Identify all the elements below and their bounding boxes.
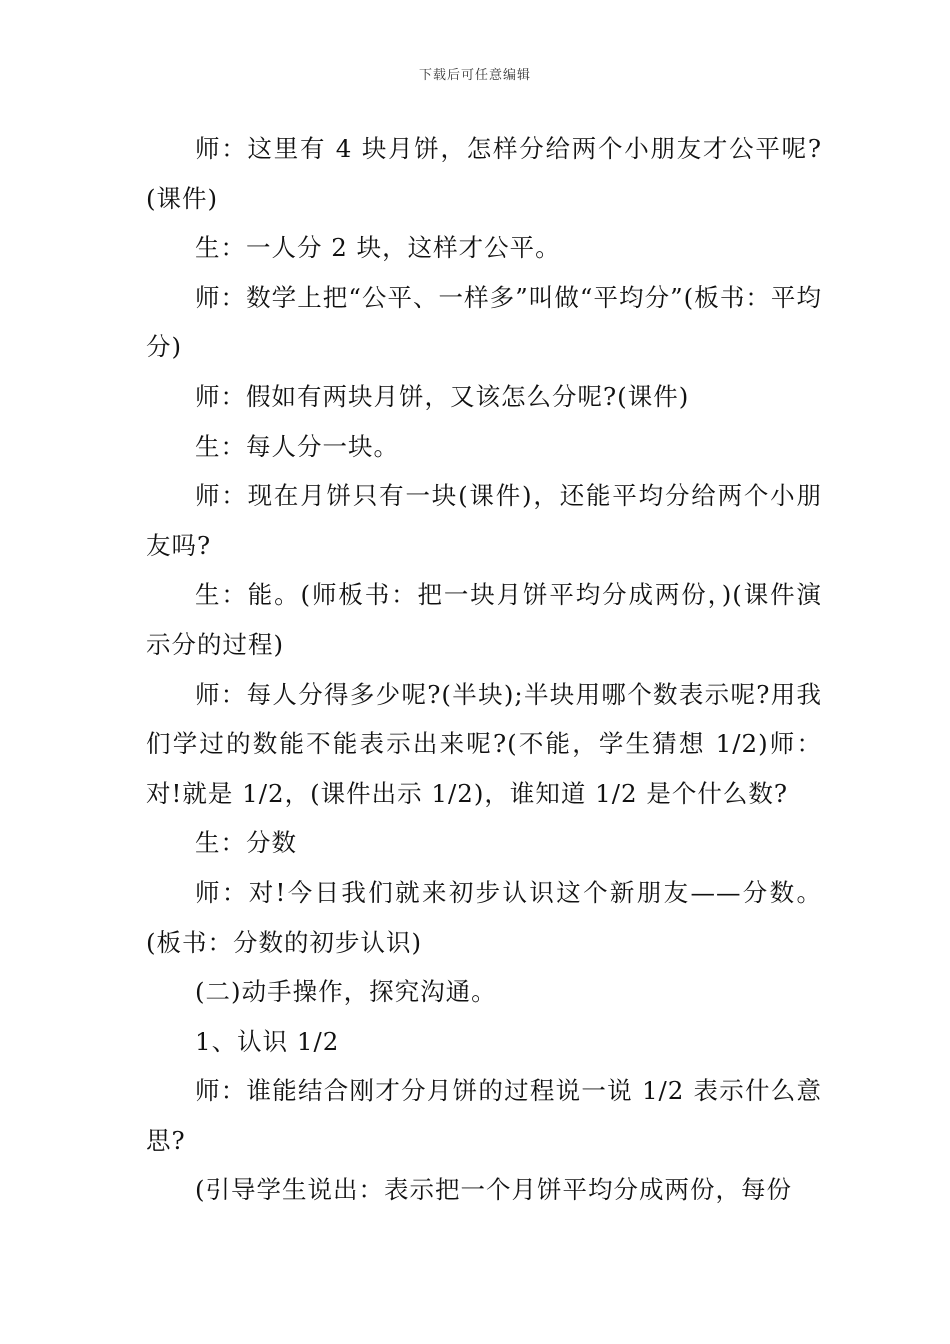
paragraph: 生：分数: [195, 828, 297, 858]
paragraph: 生：每人分一块。: [195, 431, 399, 461]
paragraph: 师：每人分得多少呢?(半块);半块用哪个数表示呢?用我们学过的数能不能表示出来呢?(不能，学生猜想 1/2)师：对!就是 1/2，(课件出示 1/2)，谁知道 1/2 是个什么数?: [146, 679, 822, 808]
paragraph: 师：现在月饼只有一块(课件)，还能平均分给两个小朋友吗?: [146, 481, 822, 560]
paragraph: 师：对!今日我们就来初步认识这个新朋友——分数。(板书：分数的初步认识): [146, 877, 822, 957]
paragraph: (引导学生说出：表示把一个月饼平均分成两份，每份: [195, 1175, 793, 1205]
paragraph: 生：一人分 2 块，这样才公平。: [195, 233, 561, 263]
paragraph: 1、认识 1/2: [195, 1026, 340, 1056]
paragraph: 师：这里有 4 块月饼，怎样分给两个小朋友才公平呢?(课件): [146, 134, 822, 213]
paragraph: 师：假如有两块月饼，又该怎么分呢?(课件): [195, 381, 690, 411]
paragraph: 师：数学上把“公平、一样多”叫做“平均分”(板书：平均分): [146, 282, 822, 362]
document-body: [146, 124, 822, 1215]
paragraph: 生：能。(师板书：把一块月饼平均分成两份，)(课件演示分的过程): [146, 580, 822, 659]
page-header: 下载后可任意编辑: [418, 68, 531, 83]
paragraph: (二)动手操作，探究沟通。: [195, 977, 497, 1007]
paragraph: 师：谁能结合刚才分月饼的过程说一说 1/2 表示什么意思?: [146, 1076, 822, 1155]
